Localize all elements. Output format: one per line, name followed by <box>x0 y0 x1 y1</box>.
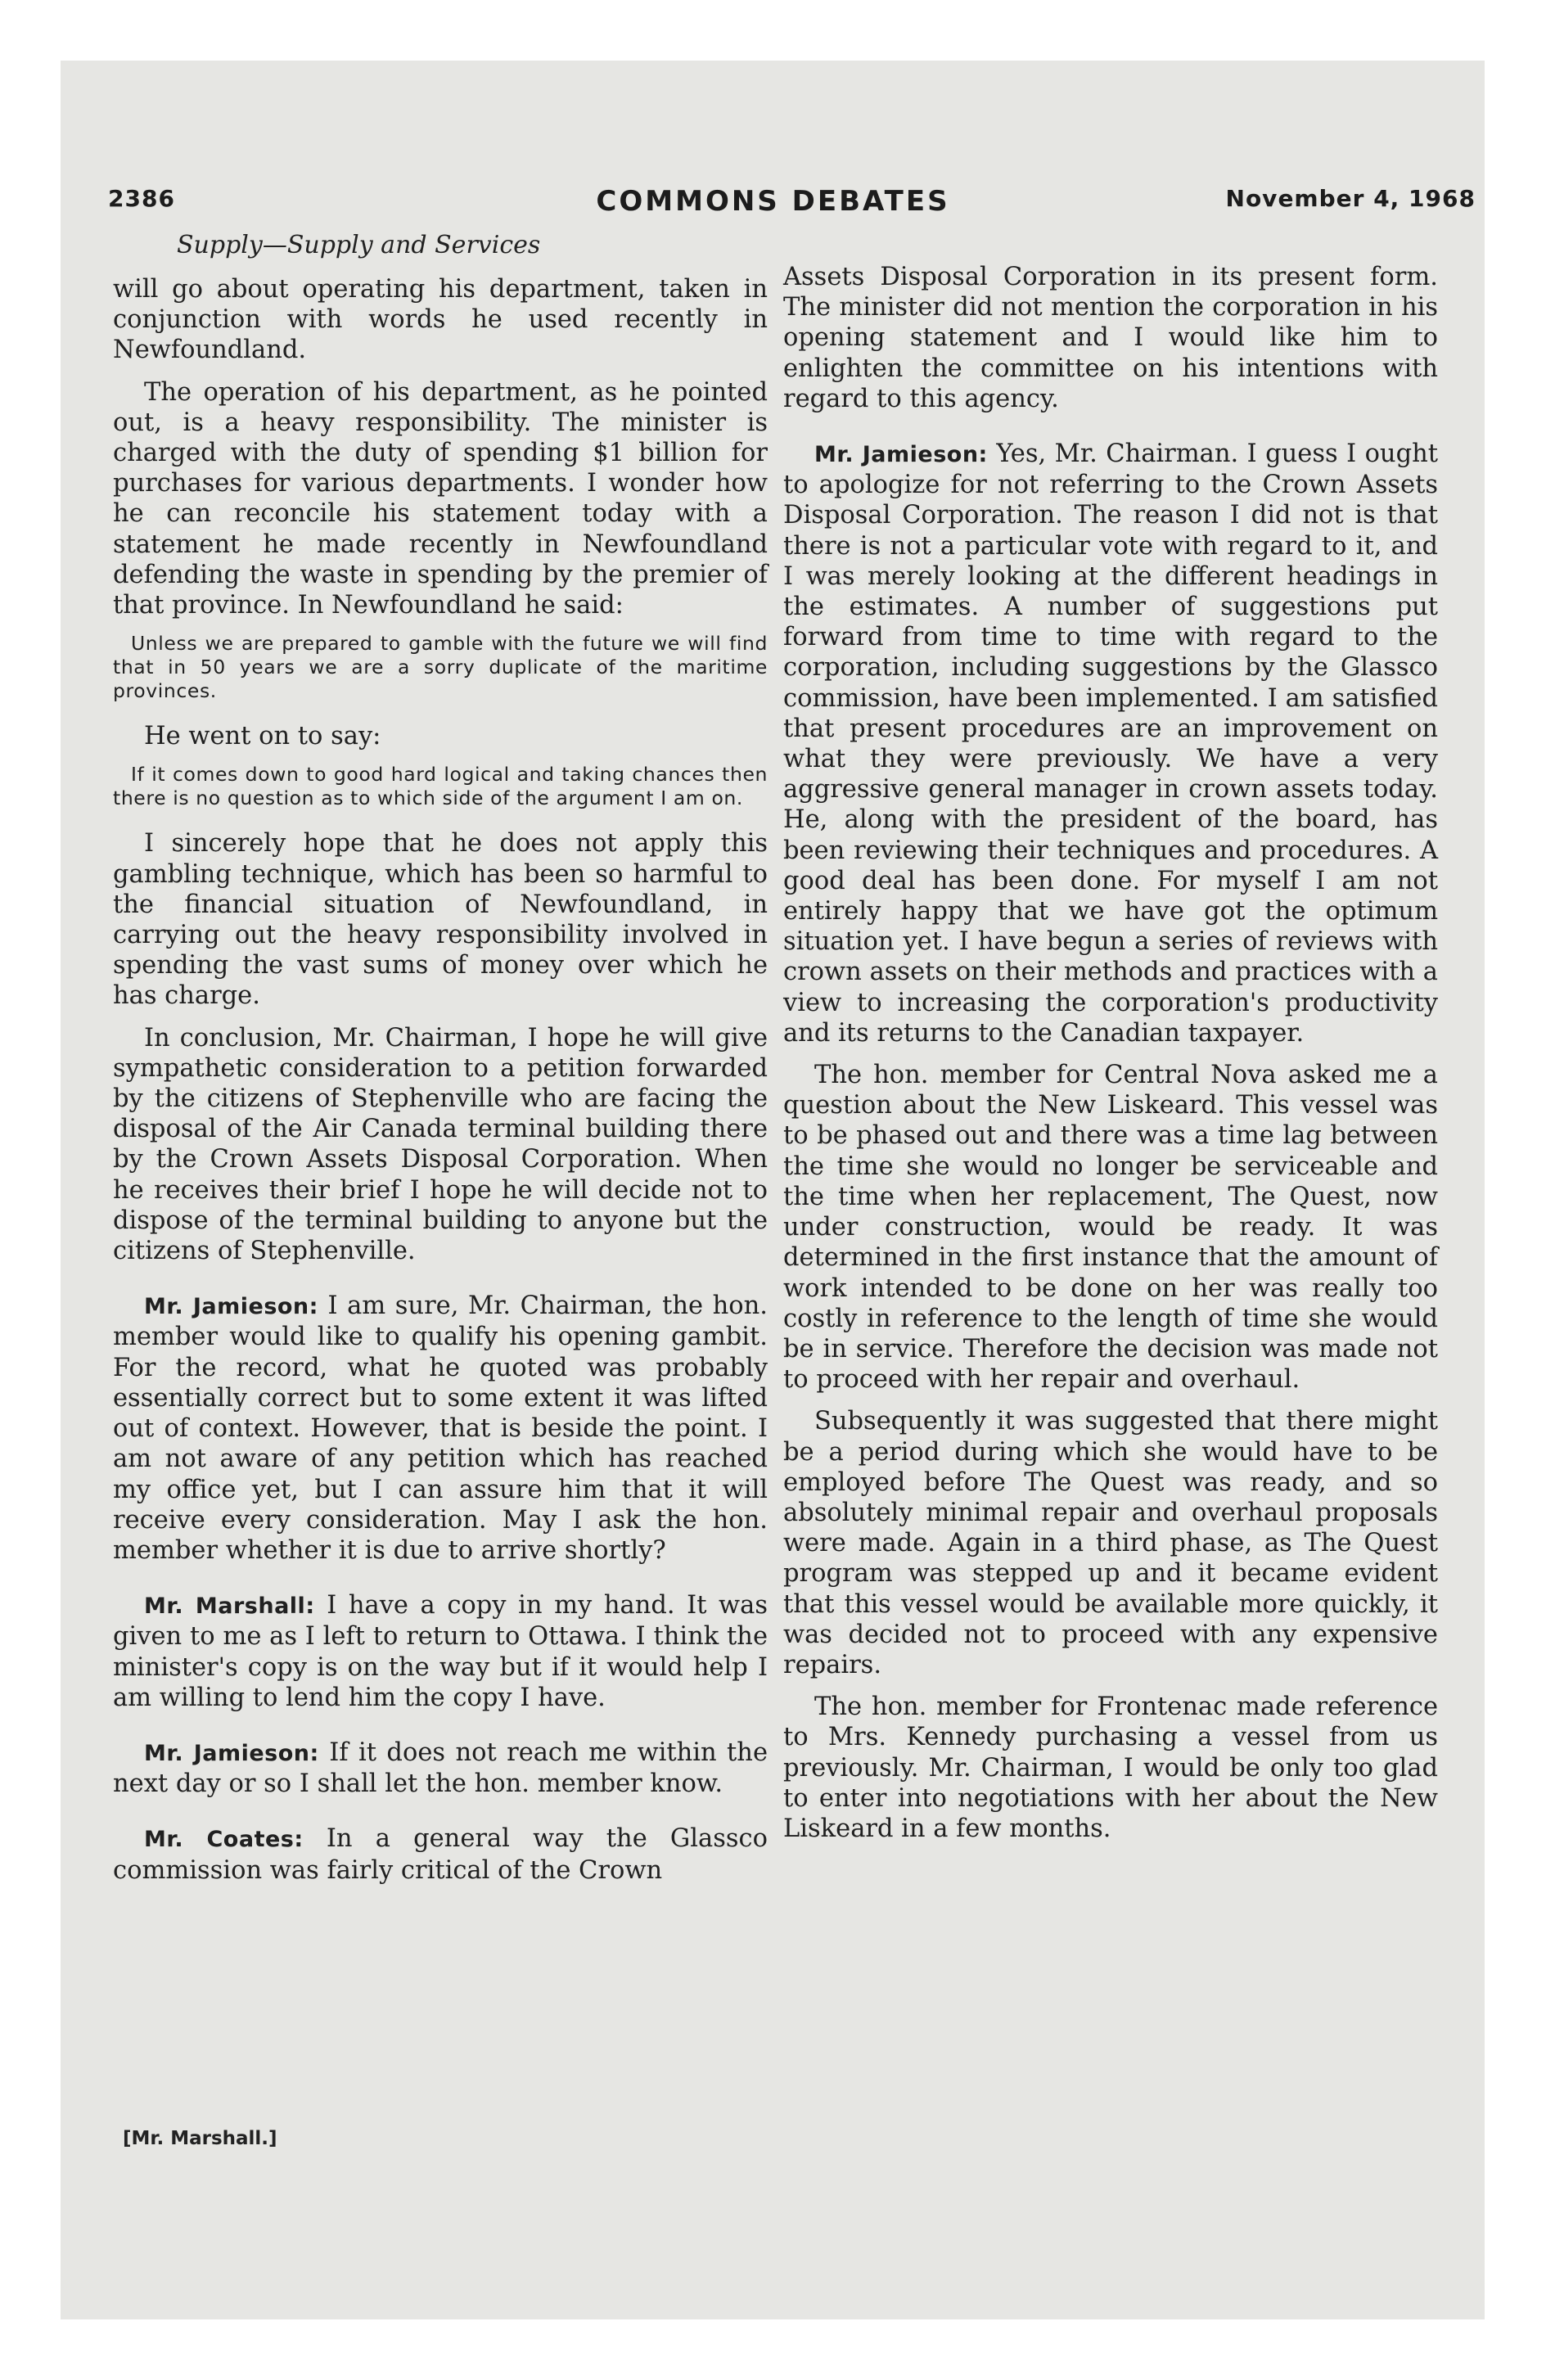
speaker-name: Mr. Marshall: <box>144 1593 315 1620</box>
speech-text: In a general way the Glassco commission was fairly critical of the Crown <box>113 1824 768 1885</box>
speech-text: If it does not reach me within the next day or so I shall let the hon. member know. <box>113 1738 768 1799</box>
paragraph: The hon. member for Frontenac made reference to Mrs. Kennedy purchasing a vessel from us previously. Mr. Chairman, I would be only too glad to enter into negotiations with her about the New Liskeard in a few months. <box>783 1693 1438 1843</box>
speech-text: I have a copy in my hand. It was given to me as I left to return to Ottawa. I think the minister's copy is on the way but if it would help I am willing to lend him the copy I have. <box>113 1591 768 1712</box>
paragraph: The operation of his department, as he pointed out, is a heavy responsibility. The minister is charged with the duty of spending $1 billion for purchases for various departments. I wonder how he can reconcile his statement today with a statement he made recently in Newfoundland defending the waste in spending by the premier of that province. In Newfoundland he said: <box>113 377 768 620</box>
speech <box>113 1590 768 1713</box>
speaker-name: Mr. Jamieson: <box>814 442 988 468</box>
paragraph: In conclusion, Mr. Chairman, I hope he will give sympathetic consideration to a petition forwarded by the citizens of Stephenville who are facing the disposal of the Air Canada terminal building there by the Crown Assets Disposal Corporation. When he receives their brief I hope he will decide not to dispose of the terminal building to anyone but the citizens of Stephenville. <box>113 1023 768 1266</box>
paragraph: He went on to say: <box>144 722 381 751</box>
block-quote: Unless we are prepared to gamble with the future we will find that in 50 years we are a sorry duplicate of the maritime provinces. <box>113 632 768 703</box>
publication-title: COMMONS DEBATES <box>596 185 950 218</box>
speech <box>113 1291 768 1566</box>
speech-text: Yes, Mr. Chairman. I guess I ought to apologize for not referring to the Crown Assets Disposal Corporation. The reason I did not is that there is not a particular vote with regard to it, and I was merely looking at the different headings in the estimates. A number of suggestions put forward from time to time with regard to the corporation, including suggestions by the Glassco commission, have been implemented. I am satisfied that present procedures are an improvement on what they were previously. We have a very aggressive general manager in crown assets today. He, along with the president of the board, has been reviewing their techniques and procedures. A good deal has been done. For myself I am not entirely happy that we have got the optimum situation yet. I have begun a series of reviews with crown assets on their methods and practices with a view to increasing the corporation's productivity and its returns to the Canadian taxpayer. <box>783 439 1438 1048</box>
speaker-name: Mr. Jamieson: <box>144 1740 319 1766</box>
footer-speaker-note: [Mr. Marshall.] <box>123 2128 277 2149</box>
speech <box>783 439 1438 1048</box>
speaker-name: Mr. Coates: <box>144 1827 304 1853</box>
speaker-name: Mr. Jamieson: <box>144 1294 318 1320</box>
speech <box>113 1738 768 1799</box>
page-date: November 4, 1968 <box>1225 185 1476 212</box>
block-quote: If it comes down to good hard logical and taking chances then there is no question as to which side of the argument I am on. <box>113 763 768 810</box>
paragraph: will go about operating his department, taken in conjunction with words he used recently in Newfoundland. <box>113 275 768 365</box>
paragraph: Subsequently it was suggested that there might be a period during which she would have to be employed before The Quest was ready, and so absolutely minimal repair and overhaul proposals were made. Again in a third phase, as The Quest program was stepped up and it became evident that this vessel would be available more quickly, it was decided not to proceed with any expensive repairs. <box>783 1407 1438 1679</box>
left-column <box>113 274 768 1897</box>
paragraph: The hon. member for Central Nova asked me a question about the New Liskeard. This vessel was to be phased out and there was a time lag between the time she would no longer be serviceable and the time when her replacement, The Quest, now under construction, would be ready. It was determined in the first instance that the amount of work intended to be done on her was really too costly in reference to the length of time she would be in service. Therefore the decision was made not to proceed with her repair and overhaul. <box>783 1061 1438 1395</box>
section-subheader: Supply—Supply and Services <box>177 231 541 259</box>
speech-text: I am sure, Mr. Chairman, the hon. member would like to qualify his opening gambit. For the record, what he quoted was probably essentially correct but to some extent it was lifted out of context. However, that is beside the point. I am not aware of any petition which has reached my office yet, but I can assure him that it will receive every consideration. May I ask the hon. member whether it is due to arrive shortly? <box>113 1291 768 1565</box>
page-number: 2386 <box>108 185 175 212</box>
paragraph: Assets Disposal Corporation in its present form. The minister did not mention the corporation in his opening statement and I would like him to enlighten the committee on his intentions with regard to this agency. <box>783 263 1438 413</box>
paragraph: I sincerely hope that he does not apply this gambling technique, which has been so harmful to the financial situation of Newfoundland, in carrying out the heavy responsibility involved in spending the vast sums of money over which he has charge. <box>113 829 768 1011</box>
speech <box>113 1823 768 1885</box>
right-column <box>783 262 1438 1855</box>
